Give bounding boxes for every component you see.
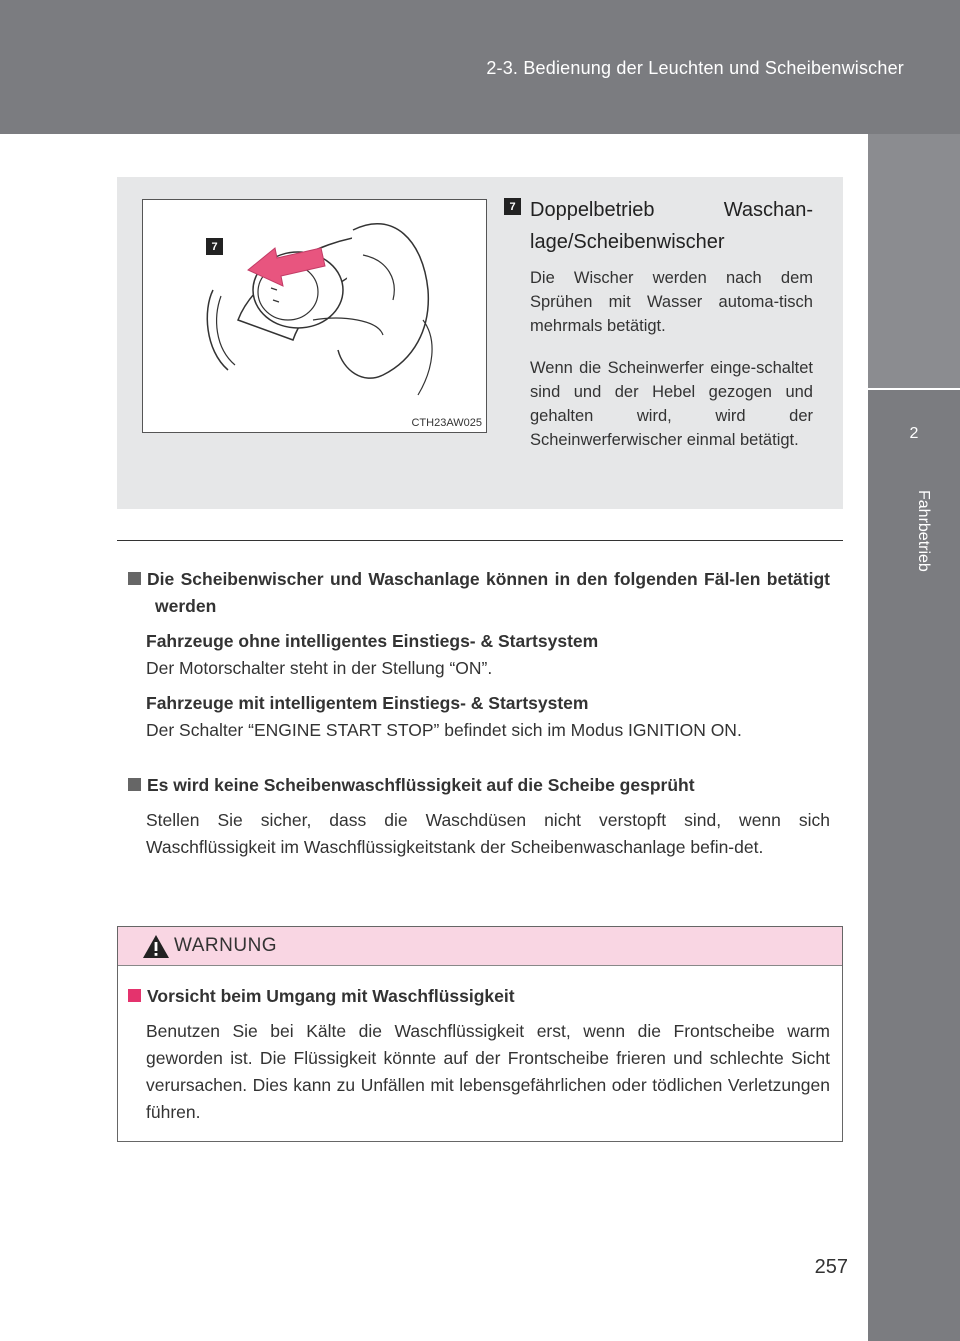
step-paragraph-2: Wenn die Scheinwerfer einge-schaltet sind und der Hebel gezogen und gehalten wird, wird der Scheinwerferwischer einmal betätigt. — [530, 359, 813, 449]
note-subheading: Fahrzeuge mit intelligentem Einstiegs- & Startsystem — [146, 693, 589, 713]
page-number: 257 — [814, 1256, 848, 1278]
wiper-lever-drawing — [143, 200, 486, 432]
image-code: CTH23AW025 — [411, 417, 482, 429]
step-paragraph-1: Die Wischer werden nach dem Sprühen mit Wasser automa-tisch mehrmals betätigt. — [530, 269, 813, 335]
note-subheading: Fahrzeuge ohne intelligentes Einstiegs- & Startsystem — [146, 631, 599, 651]
warning-heading: Vorsicht beim Umgang mit Waschflüssigkeit — [128, 983, 830, 1010]
warning-title: WARNUNG — [174, 935, 278, 956]
step-badge: 7 — [504, 198, 521, 215]
square-bullet-icon — [128, 572, 141, 585]
note-body: Der Schalter “ENGINE START STOP” befindet sich im Modus IGNITION ON. — [146, 720, 742, 740]
step-title: Doppelbetrieb Waschan-lage/Scheibenwischer — [530, 199, 813, 253]
note-heading: Es wird keine Scheibenwaschflüssigkeit auf die Scheibe gesprüht — [128, 772, 830, 799]
warning-header — [118, 927, 842, 966]
callout-badge: 7 — [206, 238, 223, 255]
section-title: 2-3. Bedienung der Leuchten und Scheibenwischer — [486, 58, 904, 78]
section-divider — [117, 540, 843, 541]
square-bullet-icon — [128, 989, 141, 1002]
side-tab-upper — [868, 134, 960, 390]
warning-box — [117, 926, 843, 1142]
warning-triangle-icon — [142, 934, 170, 959]
warning-body: Benutzen Sie bei Kälte die Waschflüssigkeit erst, wenn die Frontscheibe warm geworden ist. Die Flüssigkeit könnte auf der Frontscheibe frieren und schlechte Sicht verursachen. Dies kann zu Unfällen mit lebensgefährlichen oder tödlichen Verletzungen führen. — [146, 1021, 830, 1122]
note-no-washer-fluid — [128, 772, 830, 861]
note-body: Der Motorschalter steht in der Stellung “ON”. — [146, 658, 493, 678]
square-bullet-icon — [128, 778, 141, 791]
chapter-number: 2 — [909, 425, 919, 442]
note-body: Stellen Sie sicher, dass die Waschdüsen nicht verstopft sind, wenn sich Waschflüssigkeit im Waschflüssigkeitstank der Scheibenwaschanlage befin-det. — [146, 810, 830, 857]
wiper-lever-illustration — [142, 199, 487, 433]
warning-content — [128, 983, 830, 1126]
note-heading: Die Scheibenwischer und Waschanlage können in den folgenden Fäl-len betätigt werden — [128, 566, 830, 620]
chapter-name: Fahrbetrieb — [915, 490, 932, 572]
note-operating-conditions — [128, 566, 830, 744]
